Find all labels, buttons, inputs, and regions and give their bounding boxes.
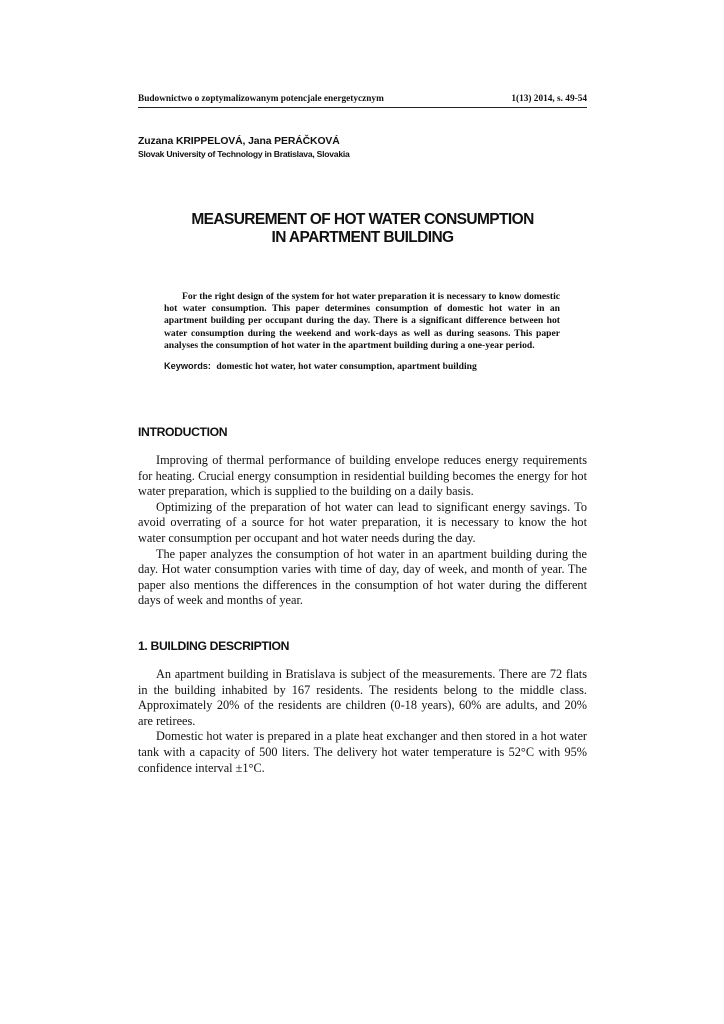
affiliation: Slovak University of Technology in Bratislava, Slovakia: [138, 149, 350, 159]
paragraph: Improving of thermal performance of building envelope reduces energy requirements for heating. Crucial energy consumption in residential building becomes the energy for hot water preparation, which is supplied to the building on a daily basis.: [138, 453, 587, 499]
title-line-1: MEASUREMENT OF HOT WATER CONSUMPTION: [191, 211, 534, 228]
journal-name: Budownictwo o zoptymalizowanym potencjale energetycznym: [138, 94, 384, 104]
paper-title: [138, 211, 587, 247]
paper-page: [138, 94, 587, 776]
paragraph: An apartment building in Bratislava is subject of the measurements. There are 72 flats in the building inhabited by 167 residents. The residents belong to the middle class. Approximately 20% of the residents are children (0-18 years), 60% are adults, and 20% are retirees.: [138, 666, 587, 728]
keywords-label: Keywords:: [164, 361, 211, 372]
paragraph: Domestic hot water is prepared in a plate heat exchanger and then stored in a hot water tank with a capacity of 500 liters. The delivery hot water temperature is 52°C with 95% confidence interval ±1°C.: [138, 729, 587, 775]
section-body-building-description: [138, 667, 587, 776]
keywords-text: domestic hot water, hot water consumption, apartment building: [216, 361, 477, 373]
title-line-2: IN APARTMENT BUILDING: [271, 229, 454, 246]
paragraph: The paper analyzes the consumption of hot water in an apartment building during the day. Hot water consumption varies with time of day, day of week, and month of year. The paper also mentions the differences in the consumption of hot water during the different days of week and months of year.: [138, 546, 587, 608]
authors: Zuzana KRIPPELOVÁ, Jana PERÁČKOVÁ: [138, 136, 340, 147]
section-heading-building-description: 1. BUILDING DESCRIPTION: [138, 638, 290, 653]
section-body-introduction: [138, 453, 587, 609]
paragraph: Optimizing of the preparation of hot water can lead to significant energy savings. To avoid overrating of a source for hot water preparation, it is necessary to know the hot water consumption per occupant and hot water needs during the day.: [138, 499, 587, 545]
running-header: [138, 94, 587, 108]
keywords: [164, 360, 560, 373]
section-heading-introduction: INTRODUCTION: [138, 425, 228, 440]
issue-pages: 1(13) 2014, s. 49-54: [511, 94, 587, 104]
abstract: For the right design of the system for hot water preparation it is necessary to know domestic hot water consumption. This paper determines consumption of domestic hot water in an apartment building per occupant during the day. There is a significant difference between hot water consumption during the weekend and work-days as well as during seasons. This paper analyses the consumption of hot water in the apartment building during a one-year period.: [164, 291, 560, 351]
